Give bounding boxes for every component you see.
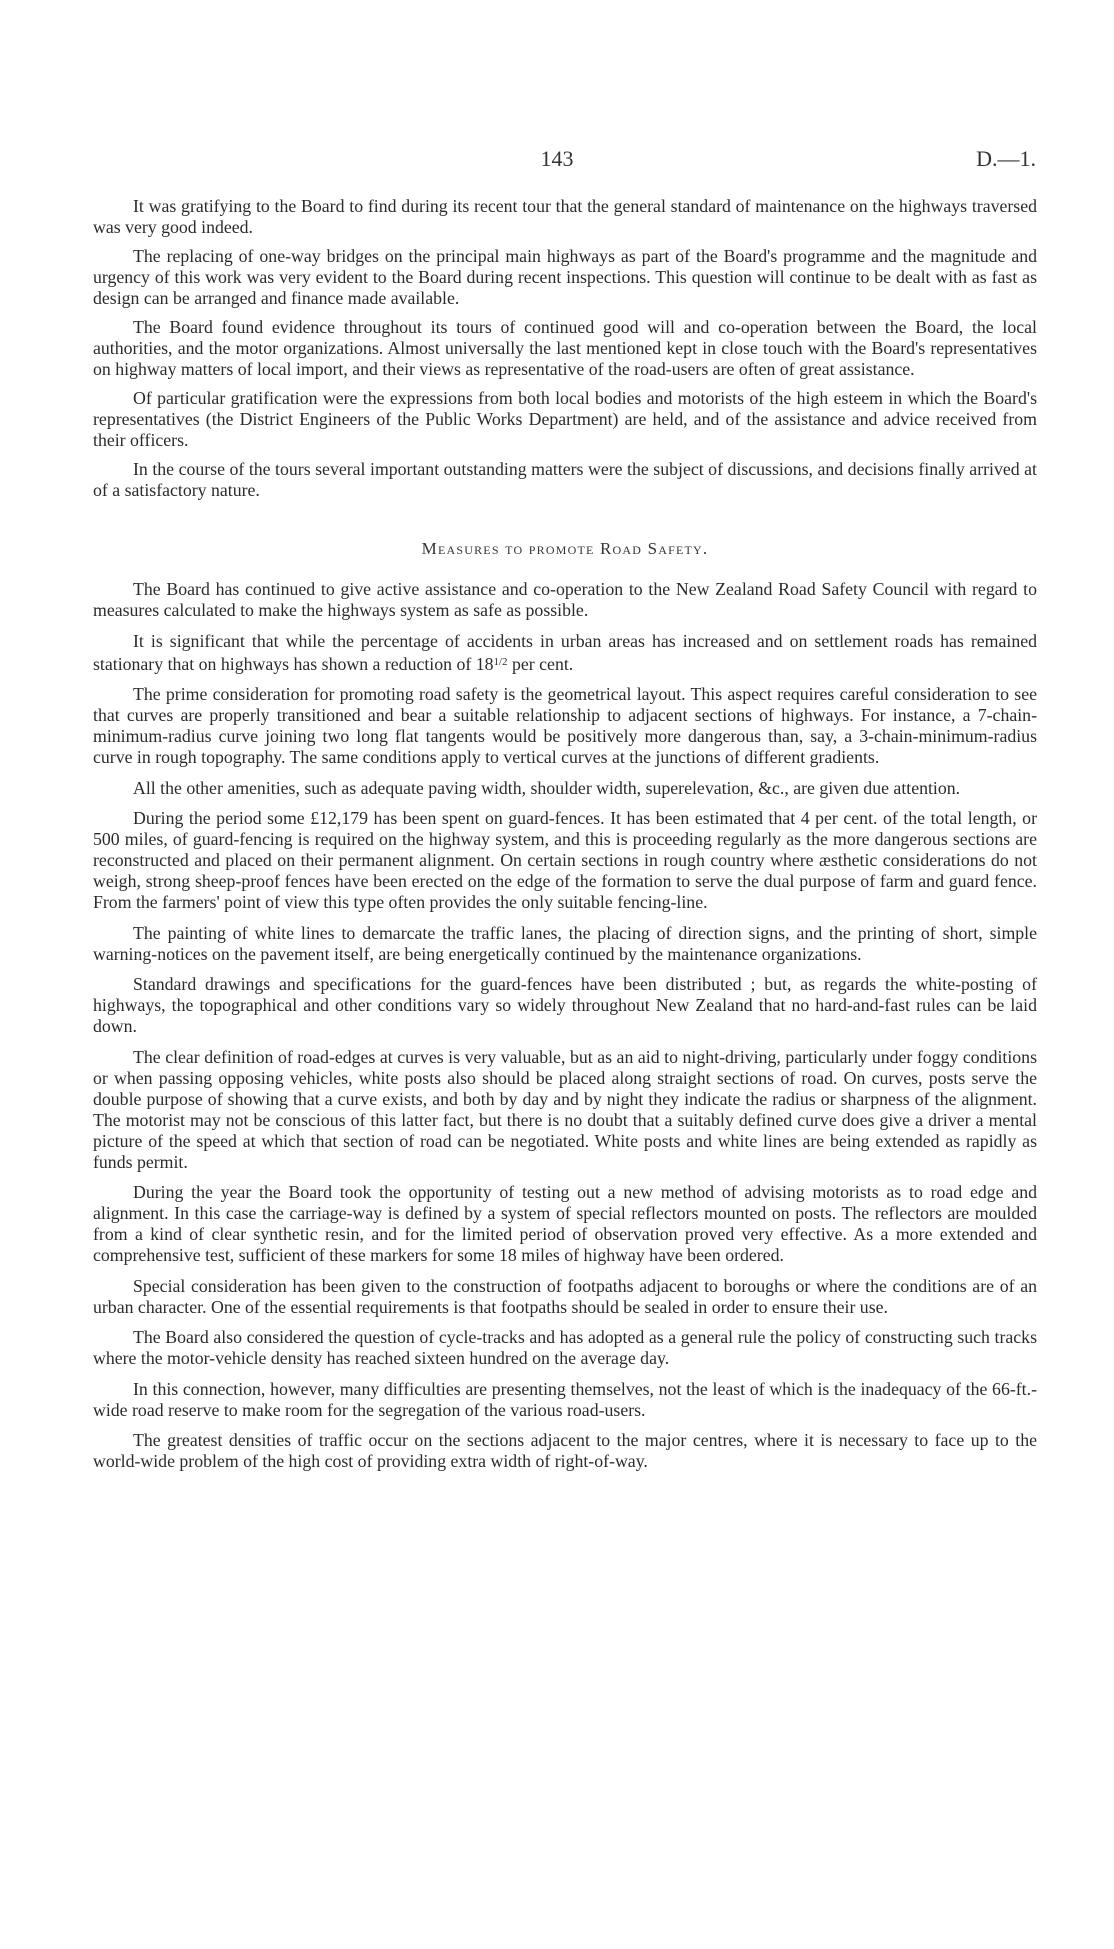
paragraph: During the period some £12,179 has been spent on guard-fences. It has been estimated that 4 per cent. of the total length, or 500 miles, of guard-fencing is required on the highway system, and this is proceeding regularly as the more dangerous sections are reconstructed and placed on their permanent alignment. On certain sections in rough country where æsthetic considerations do not weigh, strong sheep-proof fences have been erected on the edge of the formation to serve the dual purpose of farm and guard fence. From the farmers' point of view this type often provides the only suitable fencing-line. — [93, 808, 1037, 912]
paragraph: The Board also considered the question of cycle-tracks and has adopted as a general rule the policy of constructing such tracks where the motor-vehicle density has reached sixteen hundred on the average day. — [93, 1327, 1037, 1368]
paragraph: All the other amenities, such as adequate paving width, shoulder width, superelevation, &c., are given due attention. — [133, 777, 961, 798]
paragraph: During the year the Board took the opportunity of testing out a new method of advising motorists as to road edge and alignment. In this case the carriage-way is defined by a system of special reflectors mounted on posts. The reflectors are moulded from a kind of clear synthetic resin, and for the limited period of observation proved very effective. As a more extended and comprehensive test, sufficient of these markers for some 18 miles of highway have been ordered. — [93, 1182, 1037, 1265]
intro-section — [93, 196, 1037, 501]
paragraph: The greatest densities of traffic occur on the sections adjacent to the major centres, where it is necessary to face up to the world-wide problem of the high cost of providing extra width of right-of-way. — [93, 1430, 1037, 1471]
paragraph: In this connection, however, many difficulties are presenting themselves, not the least of which is the inadequacy of the 66-ft.-wide road reserve to make room for the segregation of the various road-users. — [93, 1378, 1037, 1420]
fraction: 1/2 — [493, 655, 508, 668]
paragraph: The prime consideration for promoting road safety is the geometrical layout. This aspect requires careful consideration to see that curves are properly transitioned and bear a suitable relationship to adjacent sections of highways. For instance, a 7-chain-minimum-radius curve joining two long flat tangents would be positively more dangerous than, say, a 3-chain-minimum-radius curve in rough topography. The same conditions apply to vertical curves at the junctions of different gradients. — [93, 684, 1037, 767]
paragraph: It was gratifying to the Board to find during its recent tour that the general standard of maintenance on the highways traversed was very good indeed. — [93, 196, 1037, 237]
paragraph: The painting of white lines to demarcate the traffic lanes, the placing of direction signs, and the printing of short, simple warning-notices on the pavement itself, are being energetically continued by the maintenance organizations. — [93, 922, 1037, 964]
paragraph — [93, 631, 1037, 675]
paragraph: Of particular gratification were the expressions from both local bodies and motorists of the high esteem in which the Board's representatives (the District Engineers of the Public Works Department) are held, and of the assistance and advice received from their officers. — [93, 388, 1037, 450]
paragraph: The replacing of one-way bridges on the principal main highways as part of the Board's programme and the magnitude and urgency of this work was very evident to the Board during recent inspections. This question will continue to be dealt with as fast as design can be arranged and finance made available. — [93, 246, 1037, 308]
body-text — [93, 196, 1037, 1482]
paragraph-text: It is significant that while the percentage of accidents in urban areas has increased and on settlement roads has remained stationary that on highways has shown a reduction of 18 — [93, 630, 1037, 674]
road-safety-section — [93, 579, 1037, 1472]
document-reference: D.—1. — [976, 146, 1036, 171]
paragraph-text: per cent. — [507, 653, 574, 674]
paragraph: In the course of the tours several important outstanding matters were the subject of discussions, and decisions finally arrived at of a satisfactory nature. — [93, 459, 1037, 500]
paragraph: The clear definition of road-edges at curves is very valuable, but as an aid to night-driving, particularly under foggy conditions or when passing opposing vehicles, white posts also should be placed along straight sections of road. On curves, posts serve the double purpose of showing that a curve exists, and both by day and by night they indicate the radius or sharpness of the alignment. The motorist may not be conscious of this latter fact, but there is no doubt that a suitably defined curve does give a driver a mental picture of the speed at which that section of road can be negotiated. White posts and white lines are being extended as rapidly as funds permit. — [93, 1046, 1037, 1172]
section-heading: Measures to promote Road Safety. — [421, 539, 709, 558]
paragraph: Standard drawings and specifications for the guard-fences have been distributed ; but, as regards the white-posting of highways, the topographical and other conditions vary so widely throughout New Zealand that no hard-and-fast rules can be laid down. — [93, 974, 1037, 1036]
paragraph: The Board has continued to give active assistance and co-operation to the New Zealand Road Safety Council with regard to measures calculated to make the highways system as safe as possible. — [93, 579, 1037, 620]
paragraph: The Board found evidence throughout its tours of continued good will and co-operation between the Board, the local authorities, and the motor organizations. Almost universally the last mentioned kept in close touch with the Board's representatives on highway matters of local import, and their views as representative of the road-users are often of great assistance. — [93, 317, 1037, 379]
paragraph: Special consideration has been given to the construction of footpaths adjacent to boroughs or where the conditions are of an urban character. One of the essential requirements is that footpaths should be sealed in order to ensure their use. — [93, 1275, 1037, 1317]
page-number: 143 — [540, 146, 574, 171]
